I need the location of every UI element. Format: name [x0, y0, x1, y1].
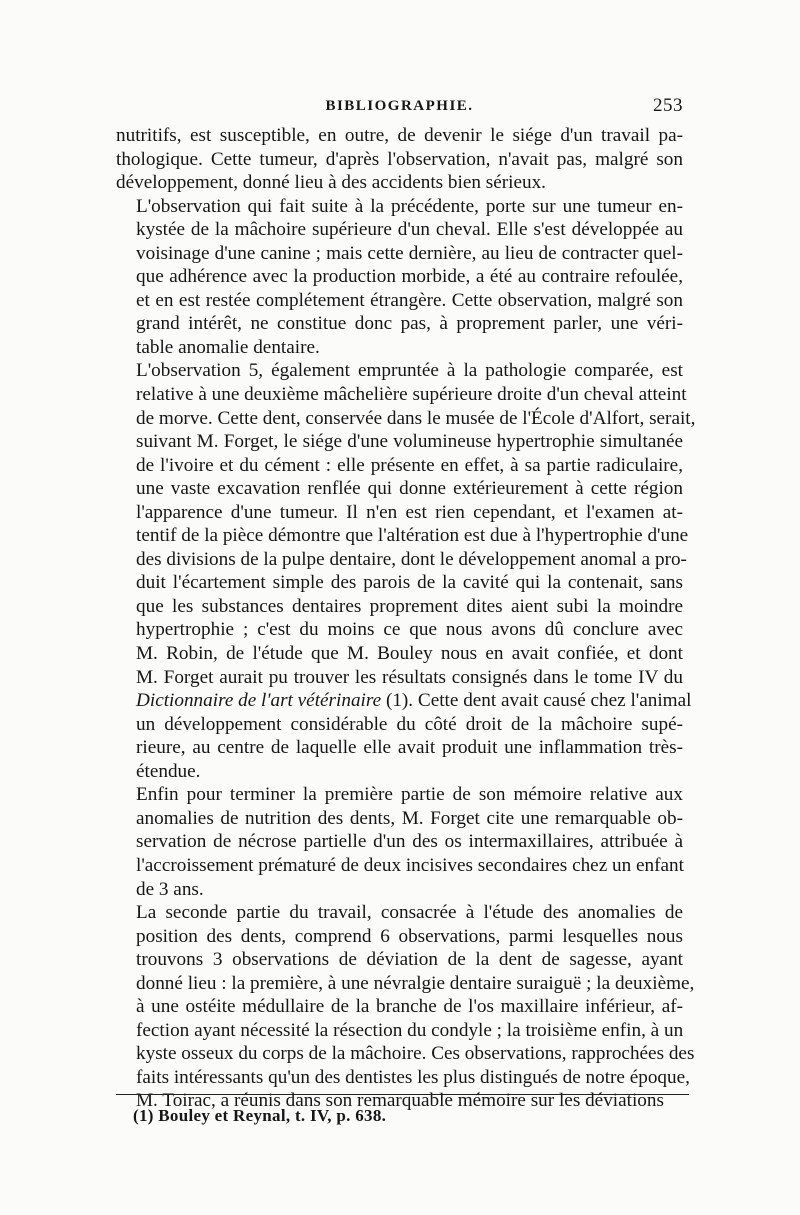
text-line: anomalies de nutrition des dents, M. Forget cite une remarquable ob-: [136, 807, 683, 829]
text-line: que adhérence avec la production morbide, a été au contraire refoulée,: [136, 266, 683, 288]
text-line: de morve. Cette dent, conservée dans le musée de l'École d'Alfort, serait,: [136, 407, 696, 429]
text-line: l'accroissement prématuré de deux incisives secondaires chez un enfant: [136, 854, 684, 876]
text-line: des divisions de la pulpe dentaire, dont le développement anomal a pro-: [136, 548, 687, 570]
text-line: étendue.: [136, 760, 201, 782]
text-line: faits intéressants qu'un des dentistes les plus distingués de notre époque,: [136, 1066, 690, 1088]
paragraph: [116, 901, 695, 1113]
text-line: Enfin pour terminer la première partie de son mémoire relative aux: [136, 784, 683, 806]
text-line: M. Forget aurait pu trouver les résultats consignés dans le tome IV du: [136, 666, 683, 688]
text-line: voisinage d'une canine ; mais cette dernière, au lieu de contracter quel-: [136, 242, 683, 264]
italic-title: Dictionnaire de l'art vétérinaire: [136, 690, 382, 712]
text-line: M. Robin, de l'étude que M. Bouley nous en avait confiée, et dont: [136, 643, 683, 665]
text-line: relative à une deuxième mâchelière supérieure droite d'un cheval atteint: [136, 384, 687, 406]
text-line: suivant M. Forget, le siége d'une volumineuse hypertrophie simultanée: [136, 431, 683, 453]
footnote-rule: [116, 1094, 689, 1095]
paragraph: [116, 124, 683, 195]
text-line: Dictionnaire de l'art vétérinaire (1). Cette dent avait causé chez l'animal: [136, 690, 692, 712]
text-line: L'observation 5, également empruntée à la pathologie comparée, est: [136, 360, 683, 382]
footnote: (1) Bouley et Reynal, t. IV, p. 638.: [133, 1106, 387, 1125]
text-line: grand intérêt, ne constitue donc pas, à proprement parler, une véri-: [136, 313, 683, 335]
text-line: développement, donné lieu à des accidents bien sérieux.: [116, 172, 546, 194]
running-title: BIBLIOGRAPHIE.: [325, 98, 474, 114]
text-line: fection ayant nécessité la résection du condyle ; la troisième enfin, à un: [136, 1019, 684, 1041]
text-line: une vaste excavation renflée qui donne extérieurement à cette région: [136, 478, 683, 500]
text-line: servation de nécrose partielle d'un des os intermaxillaires, attribuée à: [136, 831, 683, 853]
text-line: à une ostéite médullaire de la branche de l'os maxillaire inférieur, af-: [136, 996, 683, 1018]
paragraph: [116, 783, 683, 901]
page-header: [116, 93, 683, 119]
text-line: un développement considérable du côté droit de la mâchoire supé-: [136, 713, 683, 735]
text-line: kystée de la mâchoire supérieure d'un cheval. Elle s'est développée au: [136, 219, 683, 241]
text-line: L'observation qui fait suite à la précédente, porte sur une tumeur en-: [136, 195, 683, 217]
text-line: de 3 ans.: [136, 878, 204, 900]
text-line: M. Toirac, a réunis dans son remarquable mémoire sur les déviations: [136, 1090, 664, 1112]
text-line: hypertrophie ; c'est du moins ce que nous avons dû conclure avec: [136, 619, 683, 641]
text-line: l'apparence d'une tumeur. Il n'en est rien cependant, et l'examen at-: [136, 501, 683, 523]
text-line: et en est restée complétement étrangère. Cette observation, malgré son: [136, 289, 683, 311]
body-text: [116, 124, 696, 1113]
text-line: position des dents, comprend 6 observations, parmi lesquelles nous: [136, 925, 683, 947]
text-line: donné lieu : la première, à une névralgie dentaire suraiguë ; la deuxième,: [136, 972, 695, 994]
text-line: trouvons 3 observations de déviation de la dent de sagesse, ayant: [136, 949, 683, 971]
paragraph: [116, 195, 683, 360]
text-line: La seconde partie du travail, consacrée à l'étude des anomalies de: [136, 902, 683, 924]
page-number: 253: [653, 95, 683, 116]
text-line: table anomalie dentaire.: [136, 336, 320, 358]
text-line: de l'ivoire et du cément : elle présente en effet, à sa partie radiculaire,: [136, 454, 683, 476]
text-line: nutritifs, est susceptible, en outre, de devenir le siége d'un travail pa-: [116, 125, 683, 146]
paragraph: [116, 359, 696, 783]
text-line: kyste osseux du corps de la mâchoire. Ces observations, rapprochées des: [136, 1043, 695, 1065]
text-line: thologique. Cette tumeur, d'après l'observation, n'avait pas, malgré son: [116, 148, 683, 170]
text-line: duit l'écartement simple des parois de la cavité qui la contenait, sans: [136, 572, 683, 594]
text-line: rieure, au centre de laquelle elle avait produit une inflammation très-: [136, 737, 683, 759]
text-line: que les substances dentaires proprement dites aient subi la moindre: [136, 595, 683, 617]
text-line: tentif de la pièce démontre que l'altération est due à l'hypertrophie d'une: [136, 525, 689, 547]
